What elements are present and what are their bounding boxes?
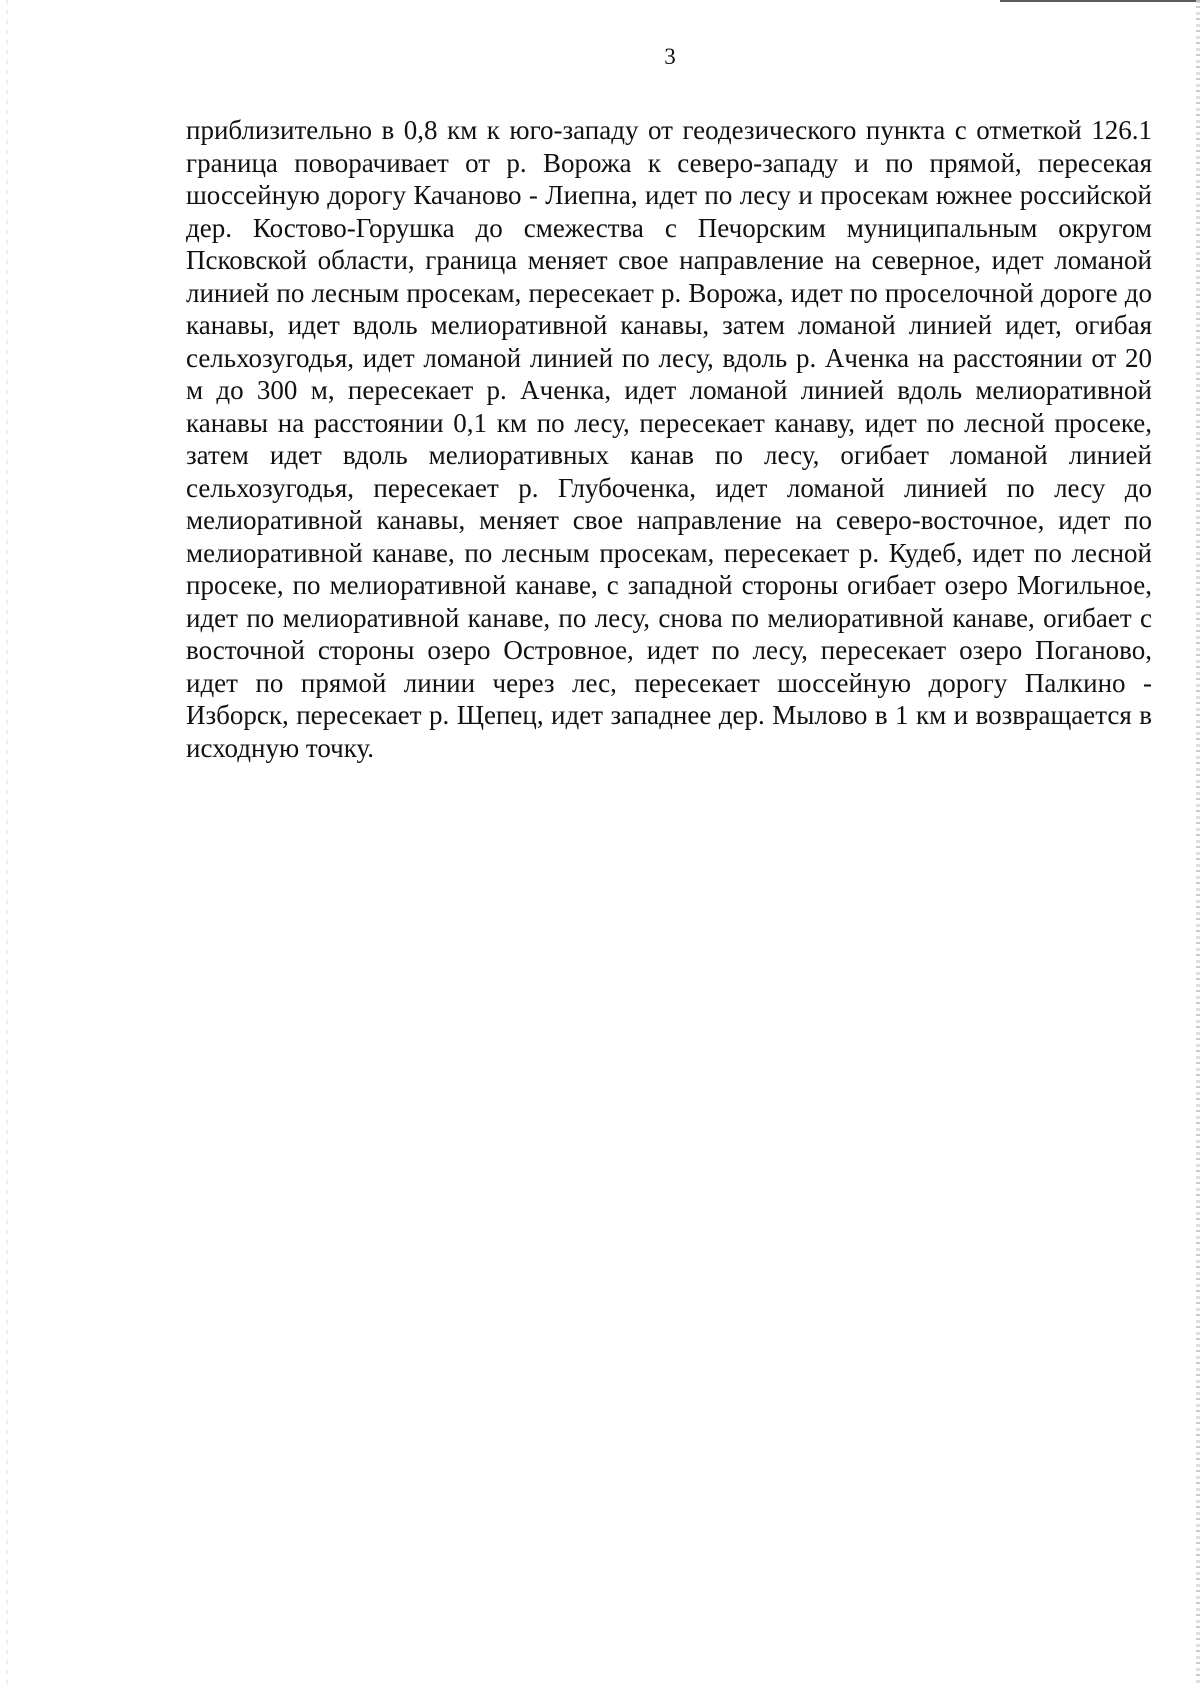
scan-edge-left bbox=[6, 0, 8, 1686]
scan-edge-top bbox=[1000, 0, 1200, 2]
scan-edge-right bbox=[1196, 0, 1200, 1686]
boundary-description-paragraph: приблизительно в 0,8 км к юго-западу от геодезического пункта с отметкой 126.1 граница поворачивает от р. Ворожа к северо-западу и по прямой, пересекая шоссейную дорогу Качаново - Лиепна, идет по лесу и просекам южнее российской дер. Костово-Горушка до смежества с Печорским муниципальным округом Псковской области, граница меняет свое направление на северное, идет ломаной линией по лесным просекам, пересекает р. Ворожа, идет по проселочной дороге до канавы, идет вдоль мелиоративной канавы, затем ломаной линией идет, огибая сельхозугодья, идет ломаной линией по лесу, вдоль р. Аченка на расстоянии от 20 м до 300 м, пересекает р. Аченка, идет ломаной линией вдоль мелиоративной канавы на расстоянии 0,1 км по лесу, пересекает канаву, идет по лесной просеке, затем идет вдоль мелиоративных канав по лесу, огибает ломаной линией сельхозугодья, пересекает р. Глубоченка, идет ломаной линией по лесу до мелиоративной канавы, меняет свое направление на северо-восточное, идет по мелиоративной канаве, по лесным просекам, пересекает р. Кудеб, идет по лесной просеке, по мелиоративной канаве, с западной стороны огибает озеро Могильное, идет по мелиоративной канаве, по лесу, снова по мелиоративной канаве, огибает с восточной стороны озеро Островное, идет по лесу, пересекает озеро Поганово, идет по прямой линии через лес, пересекает шоссейную дорогу Палкино - Изборск, пересекает р. Щепец, идет западнее дер. Мылово в 1 км и возвращается в исходную точку. bbox=[186, 115, 1152, 763]
page-number: 3 bbox=[664, 44, 676, 69]
